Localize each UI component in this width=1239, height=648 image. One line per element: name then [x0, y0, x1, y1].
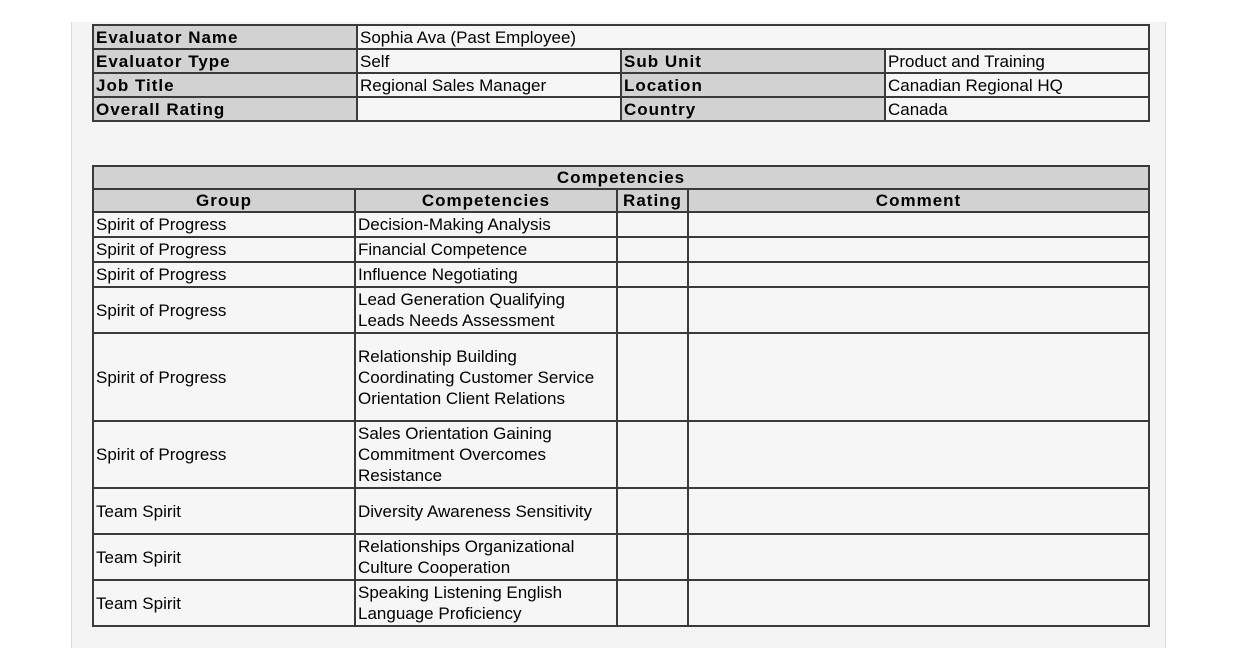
overall-rating-label: Overall Rating [93, 97, 357, 121]
evaluator-name-label: Evaluator Name [93, 25, 357, 49]
table-row [93, 534, 1149, 580]
group-cell: Team Spirit [93, 580, 355, 626]
job-title-label: Job Title [93, 73, 357, 97]
overall-rating-value [357, 97, 621, 121]
competency-cell: Sales Orientation Gaining Commitment Overcomes Resistance [355, 421, 617, 488]
comment-cell [688, 333, 1149, 421]
table-row [93, 333, 1149, 421]
evaluator-type-value: Self [357, 49, 621, 73]
group-cell: Spirit of Progress [93, 212, 355, 237]
group-cell: Team Spirit [93, 488, 355, 534]
competency-cell: Decision-Making Analysis [355, 212, 617, 237]
evaluator-name-value: Sophia Ava (Past Employee) [357, 25, 1149, 49]
rating-cell [617, 262, 688, 287]
table-row [93, 262, 1149, 287]
job-title-value: Regional Sales Manager [357, 73, 621, 97]
report-page [71, 22, 1166, 648]
competency-cell: Relationships Organizational Culture Cooperation [355, 534, 617, 580]
group-cell: Spirit of Progress [93, 262, 355, 287]
competencies-table [92, 165, 1150, 627]
evaluator-info-table [92, 24, 1150, 122]
group-cell: Team Spirit [93, 534, 355, 580]
comment-cell [688, 287, 1149, 333]
info-row-evaluator-type [93, 49, 1149, 73]
competency-cell: Lead Generation Qualifying Leads Needs Assessment [355, 287, 617, 333]
competencies-title: Competencies [93, 166, 1149, 189]
group-cell: Spirit of Progress [93, 287, 355, 333]
table-row [93, 580, 1149, 626]
rating-cell [617, 534, 688, 580]
table-row [93, 488, 1149, 534]
rating-column-header: Rating [617, 189, 688, 212]
competencies-title-row [93, 166, 1149, 189]
competency-cell: Financial Competence [355, 237, 617, 262]
country-label: Country [621, 97, 885, 121]
location-value: Canadian Regional HQ [885, 73, 1149, 97]
table-row [93, 237, 1149, 262]
competencies-header-row [93, 189, 1149, 212]
comment-cell [688, 534, 1149, 580]
comment-cell [688, 421, 1149, 488]
comment-cell [688, 237, 1149, 262]
table-row [93, 212, 1149, 237]
comment-cell [688, 488, 1149, 534]
sub-unit-value: Product and Training [885, 49, 1149, 73]
comment-cell [688, 262, 1149, 287]
rating-cell [617, 212, 688, 237]
rating-cell [617, 287, 688, 333]
table-row [93, 287, 1149, 333]
rating-cell [617, 580, 688, 626]
competency-cell: Diversity Awareness Sensitivity [355, 488, 617, 534]
country-value: Canada [885, 97, 1149, 121]
rating-cell [617, 333, 688, 421]
competency-cell: Relationship Building Coordinating Customer Service Orientation Client Relations [355, 333, 617, 421]
group-column-header: Group [93, 189, 355, 212]
competencies-column-header: Competencies [355, 189, 617, 212]
rating-cell [617, 488, 688, 534]
table-row [93, 421, 1149, 488]
competency-cell: Speaking Listening English Language Proficiency [355, 580, 617, 626]
group-cell: Spirit of Progress [93, 237, 355, 262]
location-label: Location [621, 73, 885, 97]
competency-cell: Influence Negotiating [355, 262, 617, 287]
info-row-evaluator-name [93, 25, 1149, 49]
info-row-job-title [93, 73, 1149, 97]
group-cell: Spirit of Progress [93, 421, 355, 488]
group-cell: Spirit of Progress [93, 333, 355, 421]
rating-cell [617, 421, 688, 488]
comment-cell [688, 212, 1149, 237]
rating-cell [617, 237, 688, 262]
comment-column-header: Comment [688, 189, 1149, 212]
info-row-overall-rating [93, 97, 1149, 121]
evaluator-type-label: Evaluator Type [93, 49, 357, 73]
comment-cell [688, 580, 1149, 626]
sub-unit-label: Sub Unit [621, 49, 885, 73]
